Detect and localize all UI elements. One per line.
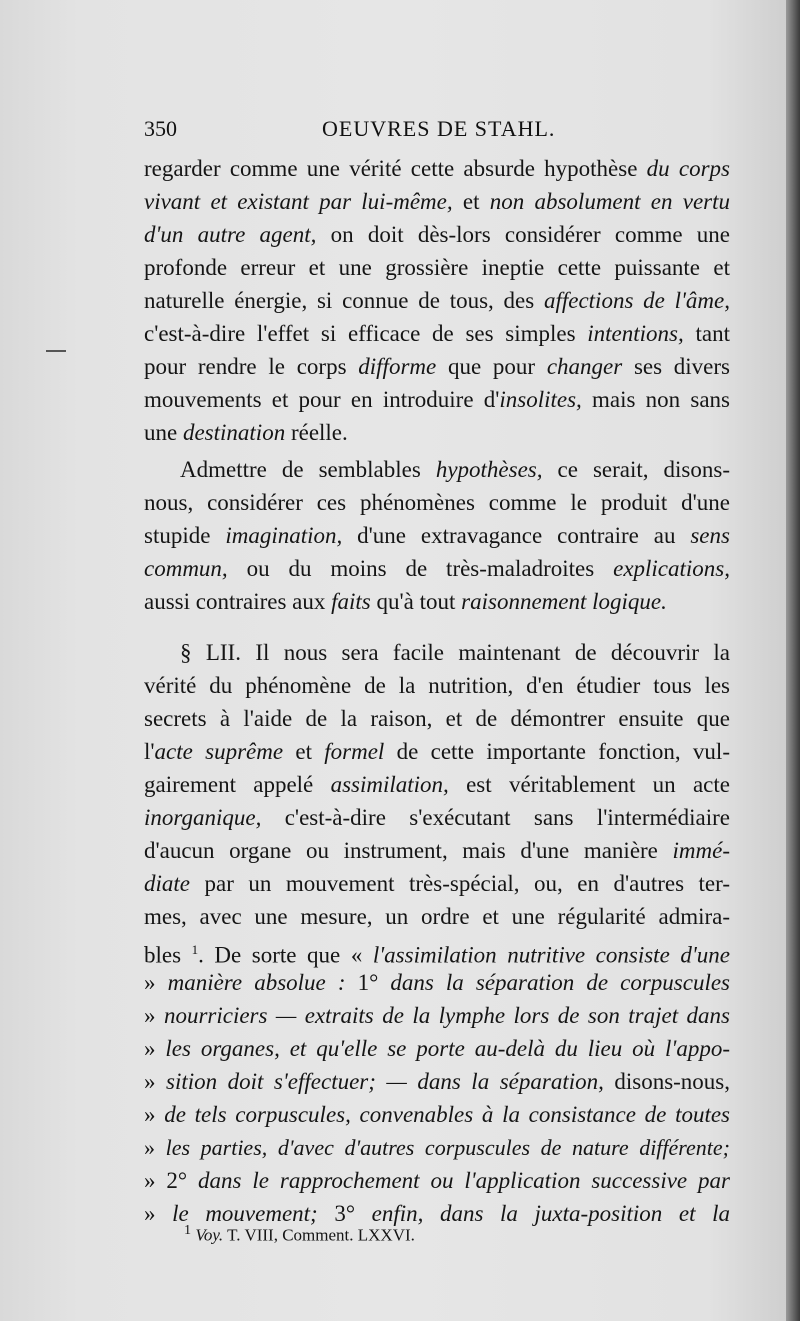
text-line: une destination réelle. (144, 420, 348, 445)
text-line: secrets à l'aide de la raison, et de démontrer ensuite que (144, 706, 730, 731)
paragraph (144, 453, 730, 618)
page-number: 350 (144, 116, 177, 141)
body-text (144, 152, 730, 1230)
text-line: vivant et existant par lui-même, et non absolument en vertu (144, 189, 730, 214)
text-line: bles $^1$. De sorte que « l'assimilation nutritive consiste d'une (144, 942, 730, 968)
text-line: d'un autre agent, on doit dès-lors considérer comme une (144, 222, 730, 247)
text-line: » manière absolue : 1° dans la séparation de corpuscules (144, 970, 731, 995)
text-line: » 2° dans le rapprochement ou l'application successive par (144, 1168, 730, 1193)
text-line: inorganique, c'est-à-dire s'exécutant sans l'intermédiaire (144, 805, 730, 830)
text-line: » sition doit s'effectuer; — dans la séparation, disons-nous, (144, 1069, 731, 1094)
running-title: OEUVRES DE STAHL. (322, 116, 556, 141)
text-line: d'aucun organe ou instrument, mais d'une manière immé- (144, 838, 730, 863)
text-line: » les parties, d'avec d'autres corpuscules de nature différente; (144, 1135, 731, 1160)
text-line: stupide imagination, d'une extravagance contraire au sens (144, 523, 730, 548)
text-line: nous, considérer ces phénomènes comme le produit d'une (144, 490, 730, 515)
text-line: vérité du phénomène de la nutrition, d'en étudier tous les (144, 673, 730, 698)
page-gutter-shadow (786, 0, 800, 1321)
paragraph (144, 636, 730, 1230)
text-line: » les organes, et qu'elle se porte au-delà du lieu où l'appo- (144, 1036, 730, 1061)
text-line: mes, avec une mesure, un ordre et une régularité admira- (144, 904, 730, 929)
paragraph (144, 152, 730, 449)
margin-mark (46, 350, 66, 352)
text-line: » nourriciers — extraits de la lymphe lors de son trajet dans (144, 1003, 730, 1028)
text-line: l'acte suprême et formel de cette importante fonction, vul- (144, 739, 730, 764)
text-line: pour rendre le corps difforme que pour changer ses divers (144, 354, 731, 379)
footnote-ref: 1 (191, 942, 199, 957)
footnote: $^1$ Voy. T. VIII, Comment. LXXVI. (184, 1222, 415, 1245)
text-line: § LII. Il nous sera facile maintenant de découvrir la (180, 640, 730, 665)
text-line: » de tels corpuscules, convenables à la consistance de toutes (144, 1102, 731, 1127)
text-line: aussi contraires aux faits qu'à tout raisonnement logique. (144, 589, 667, 614)
text-line: » le mouvement; 3° enfin, dans la juxta-position et la (144, 1201, 731, 1226)
text-line: mouvements et pour en introduire d'insolites, mais non sans (144, 387, 730, 412)
page-header (144, 116, 738, 150)
text-line: commun, ou du moins de très-maladroites explications, (144, 556, 730, 581)
text-line: Admettre de semblables hypothèses, ce serait, disons- (180, 457, 730, 482)
text-line: gairement appelé assimilation, est véritablement un acte (144, 772, 730, 797)
text-line: regarder comme une vérité cette absurde hypothèse du corps (144, 156, 730, 181)
text-line: profonde erreur et une grossière ineptie cette puissante et (144, 255, 730, 280)
text-line: c'est-à-dire l'effet si efficace de ses simples intentions, tant (144, 321, 730, 346)
text-line: naturelle énergie, si connue de tous, des affections de l'âme, (144, 288, 730, 313)
text-line: diate par un mouvement très-spécial, ou, en d'autres ter- (144, 871, 730, 896)
footnote-marker: 1 (184, 1222, 192, 1238)
